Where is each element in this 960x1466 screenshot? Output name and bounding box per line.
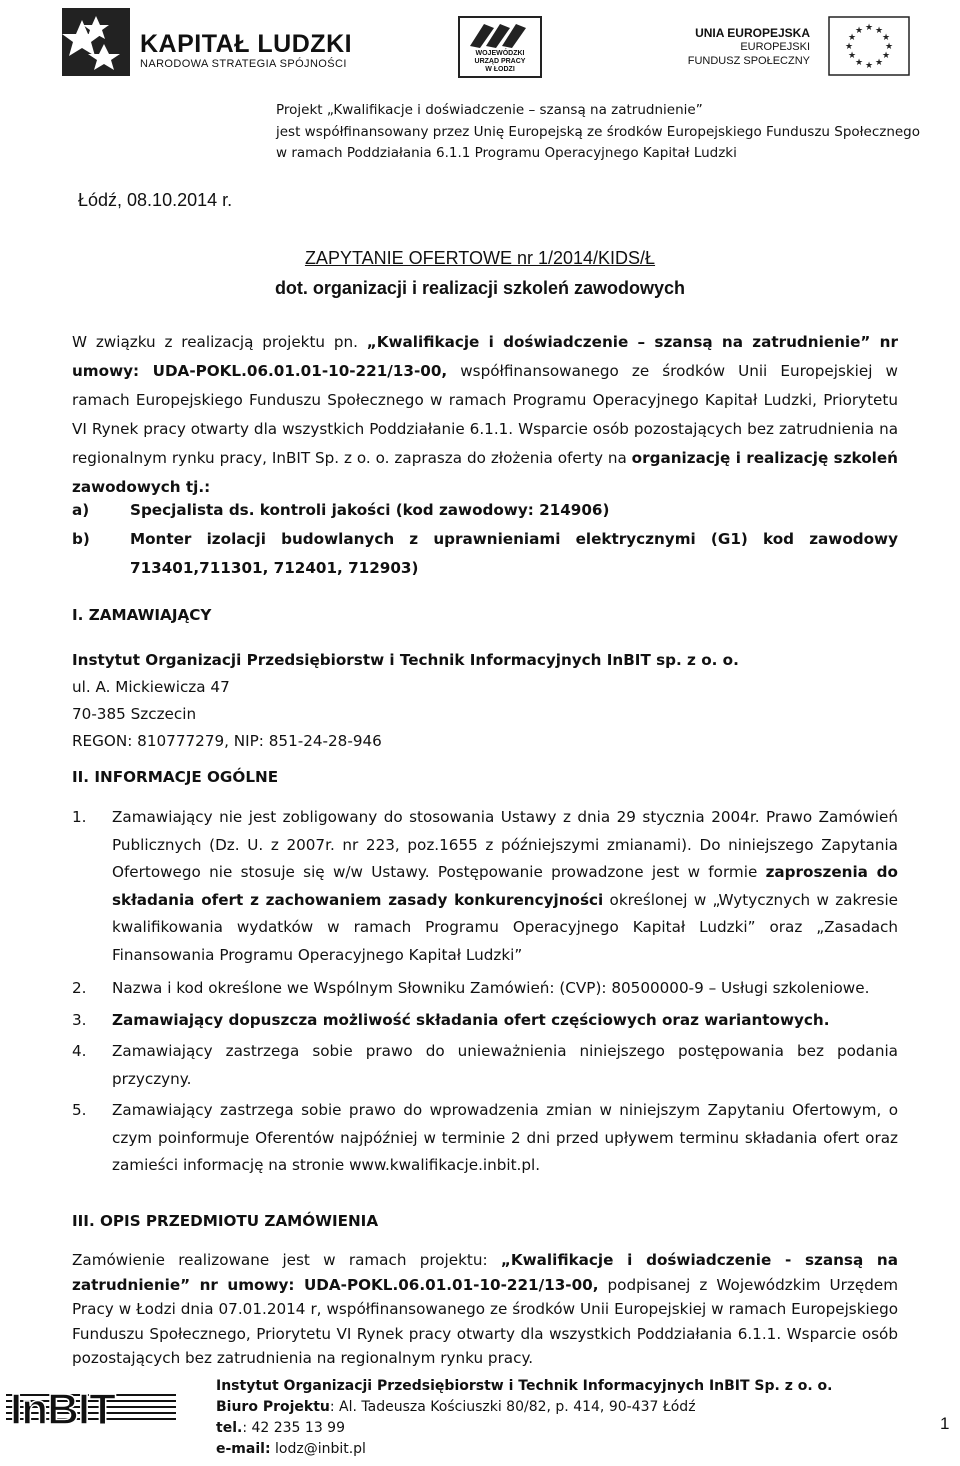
list-item (72, 525, 898, 583)
list-item-number: 3. (72, 1010, 87, 1029)
inbit-logo-text: InBIT (10, 1385, 115, 1428)
p1-text-1: Zamawiający nie jest zobligowany do stosowania Ustawy z dnia 29 stycznia 2004r. Prawo Zamówień Publicznych (Dz. U. z 2007r. nr 223, poz.1655 z późniejszymi zmianami). Do niniejszego Zapytania Ofertowego nie stosuje się w/w Ustawy. Postępowanie prowadzone jest w formie (112, 808, 898, 881)
list-item (72, 1007, 898, 1035)
list-item (72, 804, 898, 969)
footer-email (216, 1439, 833, 1460)
orderer-street: ul. A. Mickiewicza 47 (72, 678, 230, 696)
document-subtitle: dot. organizacji i realizacji szkoleń zawodowych (274, 278, 686, 298)
project-header-line-1: Projekt „Kwalifikacje i doświadczenie – szansą na zatrudnienie” (276, 102, 703, 118)
section-3-heading: III. OPIS PRZEDMIOTU ZAMÓWIENIA (72, 1212, 379, 1230)
ue-line-3: FUNDUSZ SPOŁECZNY (687, 55, 810, 67)
page-number: 1 (940, 1414, 950, 1433)
list-item (72, 1097, 898, 1180)
footer-email-value: lodz@inbit.pl (270, 1441, 366, 1457)
list-item-text: Zamawiający dopuszcza możliwość składania ofert częściowych oraz wariantowych. (112, 1010, 830, 1029)
intro-project-bold: „Kwalifikacje i doświadczenie – szansą na zatrudnienie” nr umowy: UDA-POKL.06.01.01-10-221/13-00, (72, 333, 898, 380)
list-item-text: Zamawiający zastrzega sobie prawo do unieważnienia niniejszego postępowania bez podania przyczyny. (112, 1042, 898, 1088)
list-item-text: Specjalista ds. kontroli jakości (kod zawodowy: 214906) (130, 501, 610, 519)
ue-line-2: EUROPEJSKI (740, 41, 810, 53)
footer (216, 1376, 833, 1460)
svg-text:★: ★ (881, 50, 891, 60)
section-2-heading: II. INFORMACJE OGÓLNE (72, 768, 279, 786)
footer-email-label: e-mail: (216, 1441, 271, 1457)
sec3-project-bold: „Kwalifikacje i doświadczenie - szansą na zatrudnienie” nr umowy: UDA-POKL.06.01.01-10-221/13-00, (72, 1251, 898, 1294)
kapital-ludzki-title: KAPITAŁ LUDZKI (140, 30, 353, 58)
list-item-number: 5. (72, 1101, 87, 1119)
svg-text:★: ★ (847, 32, 857, 42)
wup-lodz-logo (458, 16, 542, 78)
footer-office (216, 1397, 833, 1418)
sec3-text-2: podpisanej z Wojewódzkim Urzędem Pracy w Łodzi dnia 07.01.2014 r, współfinansowanego ze środków Unii Europejskiej w ramach Europejskiego Funduszu Społecznego, Priorytetu VI Rynek pracy otwarty dla wszystkich Poddziałania 6.1.1. Wsparcie osób pozostających bez zatrudnienia na regionalnym rynku pracy. (72, 1275, 898, 1367)
ue-line-1: UNIA EUROPEJSKA (695, 26, 810, 40)
p1-bold: zaproszenia do składania ofert z zachowaniem zasady konkurencyjności (112, 863, 898, 909)
intro-text-1: W związku z realizacją projektu pn. (72, 333, 367, 351)
footer-office-label: Biuro Projektu (216, 1399, 330, 1415)
project-header-line-2: jest współfinansowany przez Unię Europejską ze środków Europejskiego Funduszu Społecznego (276, 123, 921, 140)
section-3-paragraph (72, 1248, 898, 1371)
eu-efs-logo (670, 14, 920, 80)
list-item-label: b) (72, 530, 90, 548)
list-item-text: Nazwa i kod określone we Wspólnym Słowniku Zamówień: (CVP): 80500000-9 – Usługi szkoleniowe. (112, 979, 870, 997)
general-info-list (72, 804, 898, 1180)
list-item-number: 4. (72, 1042, 87, 1060)
training-list (72, 496, 898, 583)
svg-text:★: ★ (874, 25, 884, 35)
footer-tel-value: : 42 235 13 99 (242, 1420, 345, 1436)
list-item (72, 1038, 898, 1093)
orderer-city: 70-385 Szczecin (72, 705, 197, 723)
list-item-label: a) (72, 501, 90, 519)
kapital-ludzki-subtitle: NARODOWA STRATEGIA SPÓJNOŚCI (140, 58, 347, 70)
project-header-line-3: w ramach Poddziałania 6.1.1 Programu Operacyjnego Kapitał Ludzki (276, 145, 737, 161)
kapital-ludzki-logo (62, 8, 362, 78)
svg-text:★: ★ (844, 41, 854, 51)
svg-text:★: ★ (881, 32, 891, 42)
svg-text:★: ★ (854, 57, 864, 67)
intro-offer-bold: organizację i realizację szkoleń zawodowych tj.: (72, 449, 898, 496)
list-item-text: Zamawiający zastrzega sobie prawo do wprowadzenia zmian w niniejszym Zapytaniu Ofertowym, o czym poinformuje Oferentów najpóźniej w terminie 2 dni przed upływem terminu składania ofert oraz zamieści informację na stronie www.kwalifikacje.inbit.pl. (112, 1101, 898, 1174)
sec3-text-1: Zamówienie realizowane jest w ramach projektu: (72, 1251, 501, 1269)
svg-text:★: ★ (864, 22, 874, 32)
list-item-text (112, 804, 898, 969)
kapital-ludzki-emblem (62, 8, 130, 76)
section-1-heading: I. ZAMAWIAJĄCY (72, 606, 212, 624)
footer-org: Instytut Organizacji Przedsiębiorstw i Technik Informacyjnych InBIT Sp. z o. o. (216, 1378, 833, 1394)
orderer-ids: REGON: 810777279, NIP: 851-24-28-946 (72, 732, 382, 750)
list-item (72, 496, 898, 525)
svg-text:★: ★ (847, 50, 857, 60)
intro-text-2: współfinansowanego ze środków Unii Europejskiej w ramach Europejskiego Funduszu Społecznego w ramach Programu Operacyjnego Kapitał Ludzki, Priorytetu VI Rynek pracy otwarty dla wszystkich Poddziałanie 6.1.1. Wsparcie osób pozostających bez zatrudnienia na regionalnym rynku pracy, InBIT Sp. z o. o. zaprasza do złożenia oferty na (72, 362, 898, 467)
inbit-logo (6, 1384, 196, 1428)
project-header (276, 100, 921, 165)
svg-text:★: ★ (864, 60, 874, 70)
document-date: Łódź, 08.10.2014 r. (78, 190, 233, 210)
list-item (72, 975, 898, 1003)
p1-text-2: określonej w „Wytycznych w zakresie kwalifikowania wydatków w ramach Programu Operacyjnego Kapitał Ludzki” oraz „Zasadach Finansowania Programu Operacyjnego Kapitał Ludzki” (112, 890, 899, 964)
svg-text:★: ★ (884, 41, 894, 51)
orderer-name: Instytut Organizacji Przedsiębiorstw i Technik Informacyjnych InBIT sp. z o. o. (72, 651, 739, 669)
wup-lodz-text: WOJEWÓDZKI URZĄD PRACY W ŁODZI (474, 50, 526, 73)
eu-flag-icon (828, 16, 910, 76)
svg-text:★: ★ (874, 57, 884, 67)
list-item-number: 1. (72, 808, 87, 826)
footer-office-value: : Al. Tadeusza Kościuszki 80/82, p. 414, 90-437 Łódź (329, 1399, 696, 1415)
document-title: ZAPYTANIE OFERTOWE nr 1/2014/KIDS/Ł (304, 248, 656, 268)
list-item-text: Monter izolacji budowlanych z uprawnieniami elektrycznymi (G1) kod zawodowy 713401,711301, 712401, 712903) (130, 530, 898, 577)
svg-text:★: ★ (854, 25, 864, 35)
footer-tel (216, 1418, 833, 1439)
list-item-number: 2. (72, 979, 87, 997)
intro-paragraph (72, 328, 898, 502)
footer-tel-label: tel. (216, 1420, 243, 1436)
